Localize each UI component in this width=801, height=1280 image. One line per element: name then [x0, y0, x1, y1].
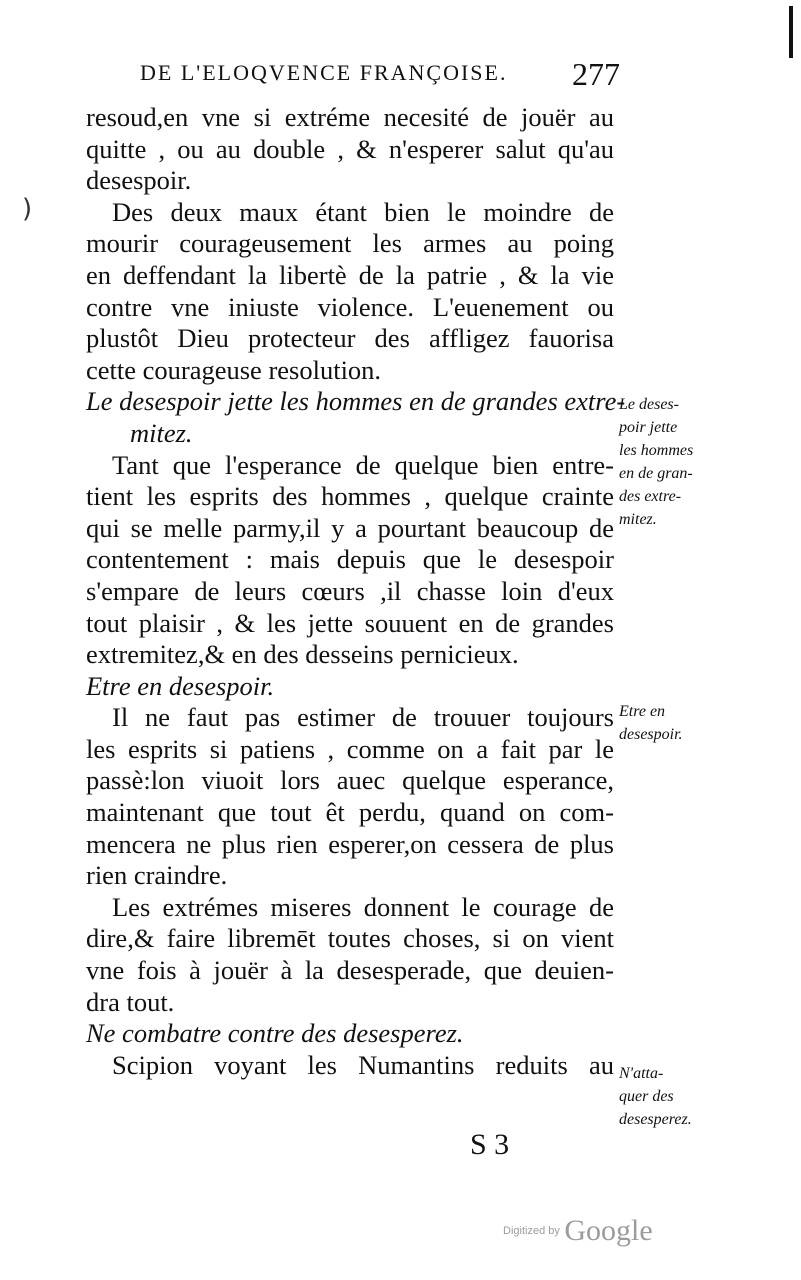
text-line: desespoir. [86, 165, 192, 196]
text-line: extremitez,& en des desseins pernicieux. [86, 639, 519, 670]
text-line: rien craindre. [86, 860, 228, 891]
text-line: passè:lon viuoit lors auec quelque esperance, [86, 765, 614, 796]
text-line: en deffendant la libertè de la patrie , & la vie [86, 259, 614, 290]
margin-note-line: quer des [619, 1088, 674, 1105]
text-line: s'empare de leurs cœurs ,il chasse loin d'eux [86, 575, 614, 606]
text-line: mourir courageusement les armes au poing [86, 228, 614, 259]
text-line: Tant que l'esperance de quelque bien entre- [112, 449, 614, 480]
text-line: les esprits si patiens , comme on a fait par le [86, 733, 614, 764]
text-line: contentement : mais depuis que le desespoir [86, 544, 614, 575]
margin-note-line: Le deses- [619, 396, 679, 413]
text-line: Il ne faut pas estimer de trouuer toujours [112, 702, 614, 733]
section-heading-line: Ne combatre contre des desesperez. [86, 1018, 464, 1049]
text-line: plustôt Dieu protecteur des affligez fauorisa [86, 323, 614, 354]
margin-note-do-not-attack [619, 1062, 719, 1131]
margin-note-line: mitez. [619, 511, 657, 528]
text-line: vne fois à jouër à la desesperade, que deuien- [86, 955, 614, 986]
margin-note-despair-extremes [619, 393, 719, 531]
margin-note-line: Etre en [619, 703, 666, 720]
text-line: dra tout. [86, 986, 175, 1017]
section-heading-line: Le desespoir jette les hommes en de grandes extre- [86, 386, 626, 417]
text-line: cette courageuse resolution. [86, 354, 382, 385]
margin-note-line: N'atta- [619, 1065, 664, 1082]
page-header [140, 58, 620, 98]
margin-note-line: desespoir. [619, 726, 683, 743]
text-line: maintenant que tout êt perdu, quand on com- [86, 797, 614, 828]
text-line: qui se melle parmy,il y a pourtant beaucoup de [86, 512, 614, 543]
left-margin-mark: ) [22, 194, 33, 224]
running-title: DE L'ELOQVENCE FRANÇOISE. [140, 60, 508, 85]
text-line: tout plaisir , & les jette souuent en de grandes [86, 607, 614, 638]
watermark-prefix: Digitized by [503, 1225, 560, 1237]
page-number: 277 [572, 56, 620, 92]
margin-note-line: poir jette [619, 419, 678, 436]
margin-note-line: des extre- [619, 488, 682, 505]
margin-note-line: en de gran- [619, 465, 693, 482]
body-text [86, 102, 626, 1081]
text-line: Scipion voyant les Numantins reduits au [112, 1049, 614, 1080]
text-line: Des deux maux étant bien le moindre de [112, 196, 614, 227]
text-line: quitte , ou au double , & n'esperer salut qu'au [86, 133, 614, 164]
signature-mark: S 3 [470, 1128, 510, 1161]
text-line: contre vne iniuste violence. L'euenement ou [86, 291, 614, 322]
text-line: resoud,en vne si extréme necesité de jouër au [86, 102, 614, 132]
margin-note-line: desesperez. [619, 1111, 692, 1128]
text-line: tient les esprits des hommes , quelque crainte [86, 481, 614, 512]
section-heading-line: mitez. [130, 417, 193, 448]
text-line: dire,& faire libremēt toutes choses, si on vient [86, 923, 614, 954]
digitized-by-google-watermark [503, 1214, 653, 1248]
watermark-brand: Google [564, 1214, 653, 1247]
margin-note-in-despair [619, 700, 719, 746]
text-line: Les extrémes miseres donnent le courage de [112, 891, 614, 922]
section-heading-line: Etre en desespoir. [86, 670, 275, 701]
margin-note-line: les hommes [619, 442, 694, 459]
page-edge-mark [789, 6, 793, 58]
text-line: mencera ne plus rien esperer,on cessera de plus [86, 828, 614, 859]
